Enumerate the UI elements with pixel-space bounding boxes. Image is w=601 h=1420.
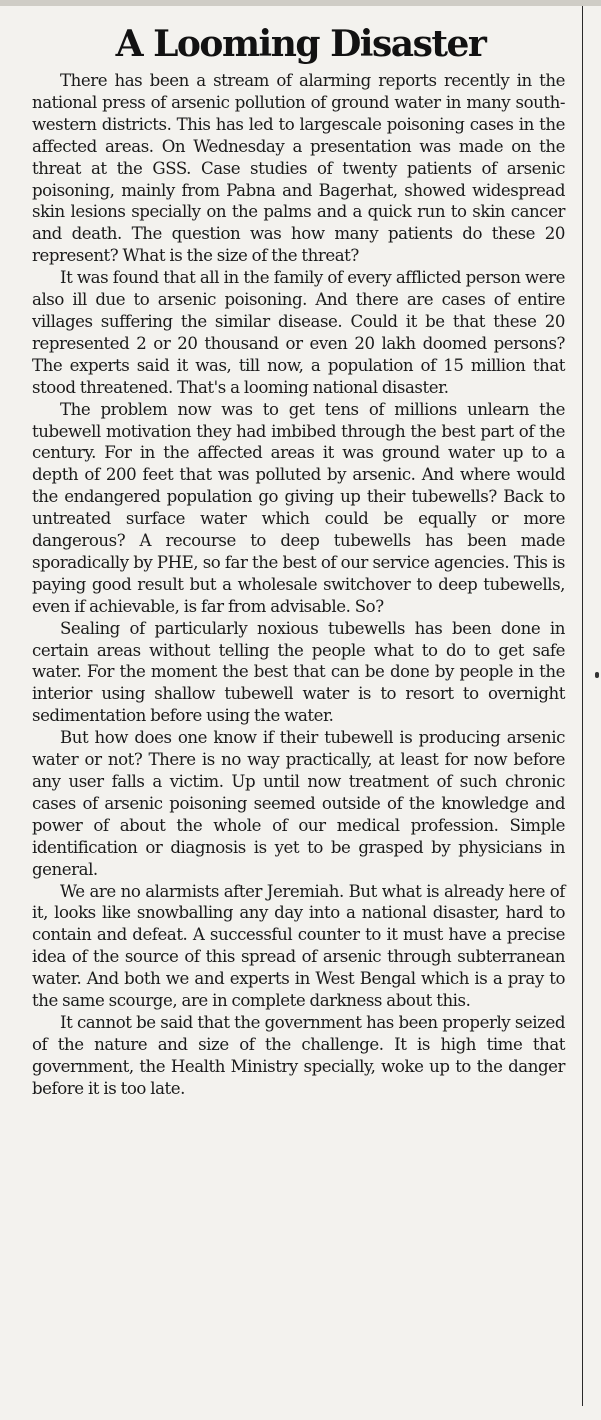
paragraph-6: We are no alarmists after Jeremiah. But what is already here of it, looks like snowballing any day into a national disaster, hard to contain and defeat. A successful counter to it must have a precise idea of the source of this spread of arsenic through subterranean water. And both we and experts in West Bengal which is a pray to the same scourge, are in complete darkness about this. [32,881,565,1011]
top-border [0,0,601,6]
column-rule [582,6,583,1406]
margin-mark [595,672,599,678]
paragraph-4: Sealing of particularly noxious tubewells has been done in certain areas without telling the people what to do to get safe water. For the moment the best that can be done by people in the interior using shallow tubewell water is to resort to overnight sedimentation before using the water. [32,618,565,726]
paragraph-5: But how does one know if their tubewell is producing arsenic water or not? There is no way practically, at least for now before any user falls a victim. Up until now treatment of such chronic cases of arsenic poisoning seemed outside of the knowledge and power of about the whole of our medical profession. Simple identification or diagnosis is yet to be grasped by physicians in general. [32,728,565,879]
paragraph-3: The problem now was to get tens of millions unlearn the tubewell motivation they had imbibed through the best part of the century. For in the affected areas it was ground water up to a depth of 200 feet that was polluted by arsenic. And where would the endangered population go giving up their tubewells? Back to untreated surface water which could be equally or more dangerous? A recourse to deep tubewells has been made sporadically by PHE, so far the best of our service agencies. This is paying good result but a wholesale switchover to deep tubewells, even if achievable, is far from advisable. So? [32,399,565,616]
paragraph-7: It cannot be said that the government has been properly seized of the nature and size of the challenge. It is high time that government, the Health Ministry specially, woke up to the danger before it is too late. [32,1012,565,1098]
paragraph-1: There has been a stream of alarming reports recently in the national press of arsenic pollution of ground water in many south-western districts. This has led to largescale poisoning cases in the affected areas. On Wednesday a presentation was made on the threat at the GSS. Case studies of twenty patients of arsenic poisoning, mainly from Pabna and Bagerhat, showed widespread skin lesions specially on the palms and a quick run to skin cancer and death. The question was how many patients do these 20 represent? What is the size of the threat? [32,71,565,266]
paragraph-2: It was found that all in the family of every afflicted person were also ill due to arsenic poisoning. And there are cases of entire villages suffering the similar disease. Could it be that these 20 represented 2 or 20 thousand or even 20 lakh doomed persons? The experts said it was, till now, a population of 15 million that stood threatened. That's a looming national disaster. [32,268,565,397]
headline: A Looming Disaster [115,23,486,65]
article-body [32,70,565,1100]
